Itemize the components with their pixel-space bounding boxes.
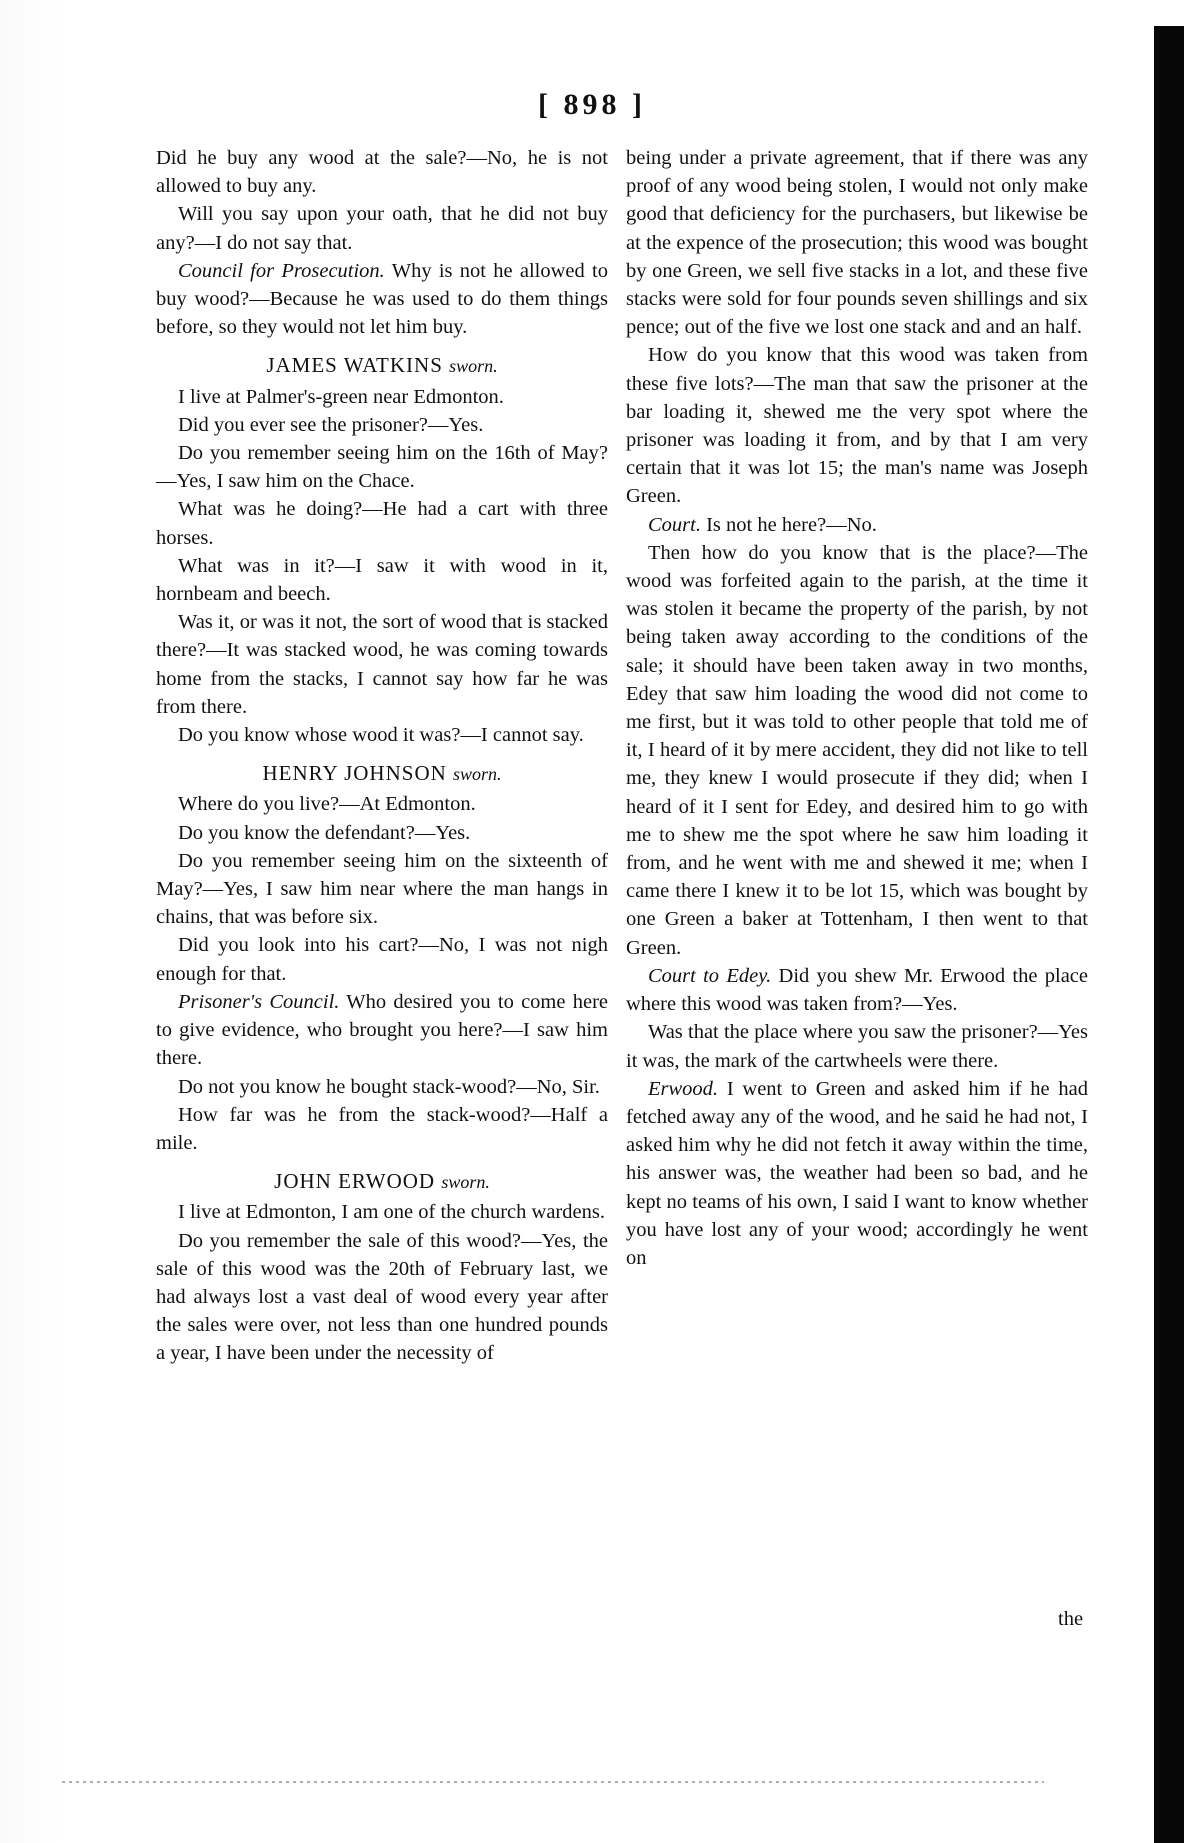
scan-dark-edge [1154, 26, 1184, 1843]
paragraph: How do you know that this wood was taken from these five lots?—The man that saw the prisoner at the bar loading it, shewed me the very spot where the prisoner was loading it from, and by that I am very certain that it was lot 15; the man's name was Joseph Green. [626, 344, 1088, 508]
paragraph: What was in it?—I saw it with wood in it, hornbeam and beech. [156, 554, 608, 606]
paragraph [156, 257, 608, 342]
witness-heading [156, 1167, 608, 1196]
sworn-label: sworn. [441, 1172, 490, 1193]
witness-name: JOHN ERWOOD [274, 1169, 442, 1194]
paragraph-text: Did you shew Mr. Erwood the place where this wood was taken from?—Yes. [626, 964, 1088, 1016]
paragraph: How far was he from the stack-wood?—Half a mile. [156, 1103, 608, 1154]
speaker-label: Prisoner's Council. [178, 990, 340, 1013]
paragraph [626, 511, 1088, 539]
paragraph: Do you remember seeing him on the sixteenth of May?—Yes, I saw him near where the man hangs in chains, that was before six. [156, 849, 608, 929]
catchword: the [1058, 1608, 1084, 1630]
witness-heading [156, 351, 608, 380]
page-number: [ 898 ] [538, 88, 646, 121]
paragraph: Do you remember seeing him on the 16th of May?—Yes, I saw him on the Chace. [156, 442, 608, 493]
speaker-label: Erwood. [648, 1077, 719, 1100]
paragraph-text: Why is not he allowed to buy wood?—Because he was used to do them things before, so they would not let him buy. [156, 259, 608, 339]
bottom-rule [62, 1781, 1044, 1783]
left-column [156, 144, 608, 1368]
witness-name: JAMES WATKINS [266, 353, 450, 378]
paragraph: Do you remember the sale of this wood?—Yes, the sale of this wood was the 20th of February last, we had always lost a vast deal of wood every year after the sales were over, not less than one hundred pounds a year, I have been under the necessity of [156, 1229, 608, 1365]
paragraph [626, 962, 1088, 1018]
paragraph [626, 1075, 1088, 1272]
paragraph: Did he buy any wood at the sale?—No, he is not allowed to buy any. [156, 147, 608, 198]
paragraph [156, 988, 608, 1073]
paragraph: Did you ever see the prisoner?—Yes. [178, 413, 484, 436]
paragraph: Was it, or was it not, the sort of wood that is stacked there?—It was stacked wood, he was coming towards home from the stacks, I cannot say how far he was from there. [156, 611, 608, 718]
witness-name: HENRY JOHNSON [262, 761, 454, 786]
paragraph: Where do you live?—At Edmonton. [178, 793, 476, 816]
paragraph: Did you look into his cart?—No, I was not nigh enough for that. [156, 934, 608, 985]
witness-heading [156, 759, 608, 788]
paragraph: What was he doing?—He had a cart with three horses. [156, 498, 608, 549]
paragraph: Will you say upon your oath, that he did not buy any?—I do not say that. [156, 203, 608, 254]
paragraph-text: Who desired you to come here to give evidence, who brought you here?—I saw him there. [156, 990, 609, 1070]
paragraph: I live at Palmer's-green near Edmonton. [178, 385, 504, 408]
sworn-label: sworn. [453, 764, 502, 785]
paragraph: Do you know the defendant?—Yes. [178, 821, 471, 844]
paragraph-text: I went to Green and asked him if he had fetched away any of the wood, and he said he had not, I asked him why he did not fetch it away within the time, his answer was, the weather had been so bad, and he kept no teams of his own, I said I want to know whether you have lost any of your wood; accordingly he went on [626, 1077, 1088, 1269]
page-left-margin [0, 0, 62, 1843]
paragraph: being under a private agreement, that if there was any proof of any wood being stolen, I would not only make good that deficiency for the purchasers, but likewise be at the expence of the prosecution; this wood was bought by one Green, we sell five stacks in a lot, and these five stacks were sold for four pounds seven shillings and six pence; out of the five we lost one stack and and an half. [626, 147, 1088, 339]
speaker-label: Court. [648, 513, 701, 536]
paragraph: Do not you know he bought stack-wood?—No, Sir. [178, 1075, 600, 1098]
speaker-label: Court to Edey. [648, 964, 772, 987]
right-column [626, 144, 1088, 1272]
sworn-label: sworn. [449, 356, 498, 377]
paragraph: Do you know whose wood it was?—I cannot say. [178, 724, 584, 747]
paragraph: I live at Edmonton, I am one of the church wardens. [178, 1201, 605, 1224]
paragraph: Then how do you know that is the place?—The wood was forfeited again to the parish, at the time it was stolen it became the property of the parish, by not being taken away according to the conditions of the sale; it should have been taken away in two months, Edey that saw him loading the wood did not come to me first, but it was told to other people that told me of it, I heard of it by mere accident, they did not like to tell me, they knew I would prosecute if they did; when I heard of it I sent for Edey, and desired him to go with me to shew me the spot where he saw him loading it from, and he went with me and shewed it me; when I came there I knew it to be lot 15, which was bought by one Green a baker at Tottenham, I then went to that Green. [626, 541, 1088, 959]
speaker-label: Council for Prosecution. [178, 259, 385, 282]
paragraph-text: Is not he here?—No. [700, 513, 877, 536]
paragraph: Was that the place where you saw the prisoner?—Yes it was, the mark of the cartwheels were there. [626, 1021, 1088, 1072]
